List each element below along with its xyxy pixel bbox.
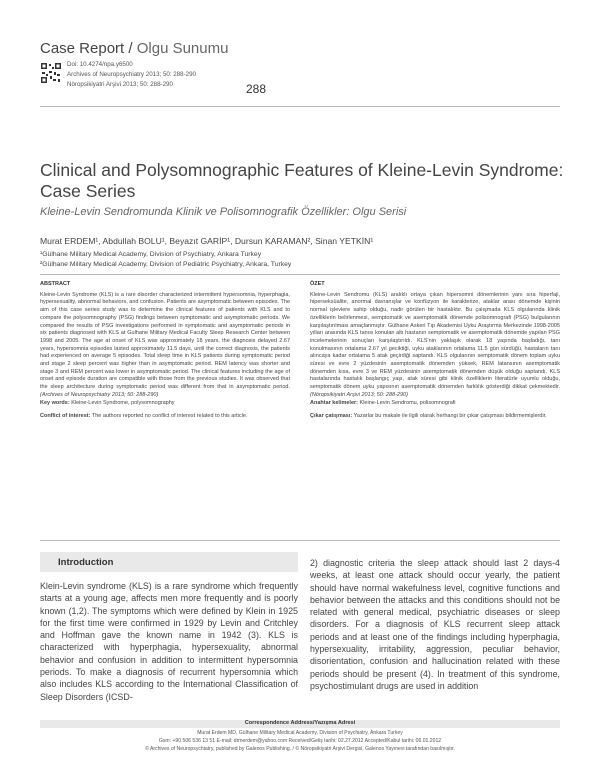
- page-number: 288: [246, 82, 267, 96]
- ozet-citation: (Nöropsikiyatri Arşivi 2013; 50: 288-290): [310, 391, 408, 398]
- abstract-text: Kleine-Levin Syndrome (KLS) is a rare disorder characterized intermittent hypersomnia, hyperphagia, hypersexuality, abnormal behaviors, and confusion. Patients are asymptomatic between episodes. The aim of this case series study was to determine the clinical features of patients with KLS and to compare the polysomnography (PSG) findings between symptomatic and asymptomatic periods. We compared the results of PSG investigations performed in symptomatic and asymptomatic periods in six patients diagnosed with KLS at Gulhane Military Medical Faculty Sleep Research Center between 1998 and 2005. The age at onset of KLS was approximately 18 years, the diagnosis delayed 2.67 years, hypersomnia episodes lasted approximately 11.5 days, until the correct diagnosis, the patients had experienced on average 5 episodes. Total sleep time in KLS patients during symptomatic period and stage 2 sleep percent was higher than in asymptomatic period. REM latency was shorter and stage 3 and REM percent was lower in asymptomatic period. The clinical features including the age of onset and episode duration are compatible with those from the previous studies. It was observed that the sleep architecture during symptomatic period was different from that in asymptomatic period.: [40, 291, 290, 391]
- keywords-label: Key words:: [40, 399, 70, 406]
- journal-meta: [67, 60, 196, 90]
- journal-en: Archives of Neuropsychiatry 2013; 50: 288-290: [67, 71, 196, 78]
- ozet-text: Kleine-Levin Sendromu (KLS) aralıklı ortaya çıkan hipersomni dönemlerinin yanı sıra hiperfaji, hiperseksüalite, anormal davranışlar ve konfüzyon ile karakterize, ataklar arası dönemde kişinin normal işlevlere sahip olduğu, nadir görülen bir hastalıktır. Bu çalışmada KLS olgularında klinik özelliklerin belirlenmesi, semptomatik ve asemptomatik dönemde polisomnografi (PSG) bulgularının karşılaştırılması amaçlanmıştır. Gülhane Askeri Tıp Akademisi Uyku Araştırma Merkezinde 1998-2005 yılları arasında KLS tanısı konulan altı hastanın semptomatik ve asemptomatik dönemde yapılan PSG incelemelerinin sonuçları karşılaştırıldı. KLS'nin yaklaşık olarak 18 yaşında başladığı, tanı konulmasının ortalama 2.67 yıl geciktiği, uyku ataklarının ortalama 11.5 gün sürdüğü, hastaların tanı alıncaya kadar ortalama 5 atak geçirdiği saptandı. KLS olgularının semptomatik dönem toplam uyku süresi ve evre 2 yüzdesinin asemptomatik dönemden yüksek, REM latansının asemptomatik dönemden kısa, evre 3 ve REM yüzdesinin asemptomatik dönemden düşük olduğu saptandı. KLS hastalarında hastalık başlangıç yaşı, atak süresi gibi klinik özelliklerin literatürle uyumlu olduğu, semptomatik dönem uyku yapısının asemptomatik dönemden farklılık gösterdiği dikkat çekmektedir.: [310, 291, 560, 391]
- intro-heading: Introduction: [58, 557, 114, 568]
- correspondence-heading: Correspondence Address/Yazışma Adresi: [244, 720, 356, 726]
- abstract-heading: ABSTRACT: [40, 281, 71, 287]
- ozet-conflict-text: Yazarlar bu makale ile ilgili olarak herhangi bir çıkar çatışması bildirmemişlerdir.: [353, 413, 547, 420]
- ozet-section: [310, 281, 560, 421]
- report-type-en: Case Report: [40, 40, 125, 57]
- author-list: Murat ERDEM¹, Abdullah BOLU¹, Beyazıt GARİP¹, Dursun KARAMAN², Sinan YETKİN¹: [40, 236, 374, 246]
- affiliation-2: ²Gülhane Military Medical Academy, Division of Pediatric Psychiatry, Ankara, Turkey: [40, 261, 292, 268]
- abstract-divider: [40, 540, 560, 541]
- report-type-separator: /: [128, 40, 133, 57]
- journal-tr: Nöropsikiyatri Arşivi 2013; 50: 288-290: [67, 81, 173, 88]
- correspondence-line-2: Gsm: +90 506 536 13 51 E-mail: drmerdem@yahoo.com Received/Geliş tarihi: 02.27.2012 Accepted/Kabul tarihi: 06.01.2012: [158, 738, 442, 744]
- conflict-label: Conflict of interest:: [40, 413, 91, 420]
- intro-text-right: 2) diagnostic criteria the sleep attack should last 2 days-4 weeks, at least one attack should occur yearly, the patient should have normal wakefulness level, cognitive functions and behavior between the attacks and this conditions should not be related with general medical, psychiatric diseases or sleep disorders. For a diagnosis of KLS recurrent sleep attack periods and at least one of the findings including hyperphagia, hypersexuality, irritability, aggression, peculiar behavior, disorientation, confusion and hallucination related with these periods should be present (4). In treatment of this syndrome, psychostimulant drugs are used in addition: [310, 558, 560, 691]
- abstract-body: [40, 292, 290, 400]
- header-divider: [40, 106, 560, 107]
- ozet-keywords-text: Kleine-Levin Sendromu, polisomnografi: [359, 399, 456, 406]
- article-subtitle: Kleine-Levin Sendromunda Klinik ve Polisomnografik Özellikler: Olgu Serisi: [40, 206, 407, 218]
- ozet-heading: ÖZET: [310, 281, 325, 287]
- intro-text-left: Klein-Levin syndrome (KLS) is a rare syndrome which frequently starts at a young age, affects men more frequently and is poorly known (1,2). The symptoms which were defined by Klein in 1925 for the first time were confirmed in 1929 by Levin and Critchley and Hoffman gave the known name in 1942 (3). KLS is characterized with hyperphagia, hypersexuality, abnormal behavior and confusion in addition to intermittent hypersomnia periods. To make a diagnosis of recurrent hypersomnia which also includes KLS according to the International Classification of Sleep Disorders (ICSD-: [40, 581, 298, 702]
- abstract-keywords: [40, 400, 290, 408]
- abstract-citation: (Archives of Neuropsychiatry 2013; 50: 288-290): [40, 391, 159, 398]
- ozet-conflict: [310, 413, 560, 421]
- article-title: Clinical and Polysomnographic Features of Kleine-Levin Syndrome: Case Series: [40, 160, 564, 201]
- affiliations: [40, 250, 291, 270]
- abstract-conflict: [40, 413, 290, 421]
- doi-text: Doi: 10.4274/npa.y6500: [67, 61, 133, 68]
- article-type-heading: [40, 40, 228, 57]
- title-divider: [40, 274, 560, 275]
- copyright-line: © Archives of Neuropsychiatry, published by Galenos Publishing. / © Nöropsikiyatri Arşivi Dergisi, Galenos Yayınevi tarafından basılmıştır.: [145, 746, 455, 752]
- ozet-keywords: [310, 400, 560, 408]
- ozet-conflict-label: Çıkar çatışması:: [310, 413, 353, 420]
- report-type-tr: Olgu Sunumu: [136, 40, 229, 57]
- correspondence-line-1: Murat Erdem MD, Gülhane Military Medical Academy, Division of Psychiatry, Ankara Turkey: [197, 730, 403, 736]
- ozet-body: [310, 292, 560, 400]
- keywords-text: Kleine-Levin Syndrome, polysomnography: [71, 399, 175, 406]
- affiliation-1: ¹Gülhane Military Medical Academy, Division of Psychiatry, Ankara Turkey: [40, 251, 262, 258]
- qr-code-icon: [40, 62, 62, 84]
- conflict-text: The authors reported no conflict of interest related to this article.: [91, 413, 248, 420]
- abstract-section: [40, 281, 290, 421]
- ozet-keywords-label: Anahtar kelimeler:: [310, 399, 358, 406]
